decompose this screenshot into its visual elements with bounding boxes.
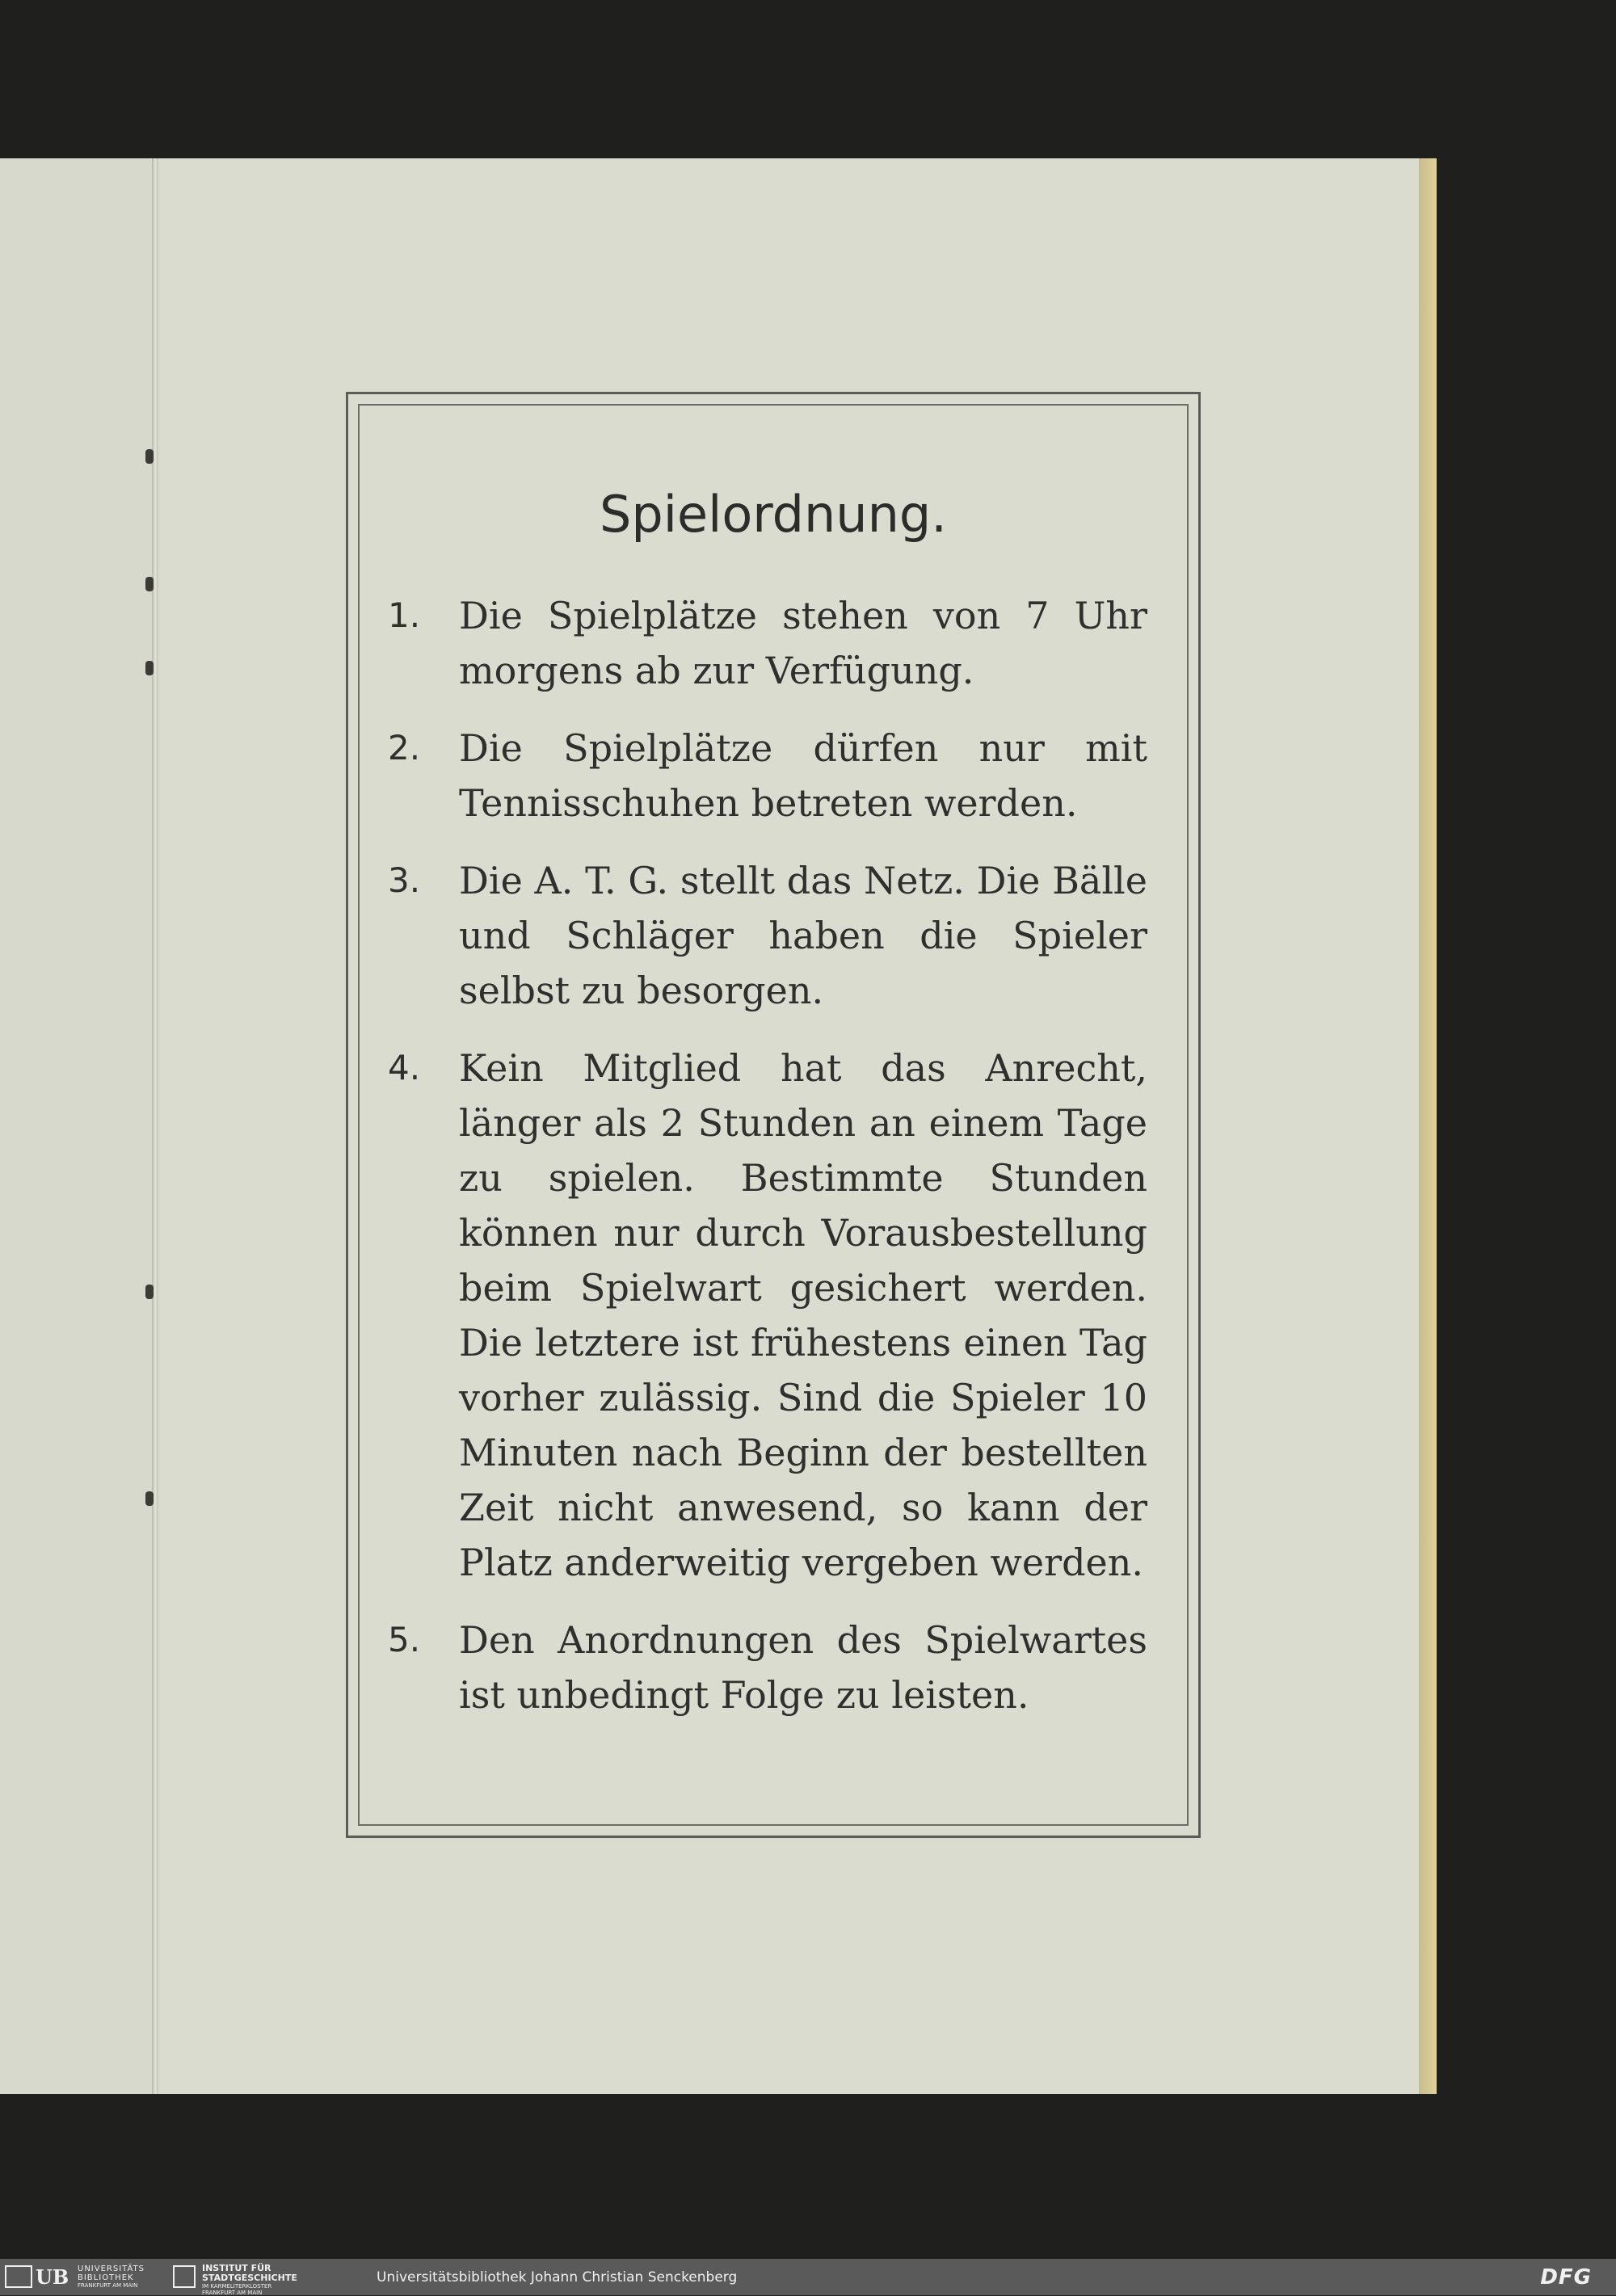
stitch-mark (145, 577, 154, 591)
rules-list (388, 588, 1147, 1745)
rule-number: 1. (388, 595, 421, 635)
page-edge (1419, 158, 1437, 2094)
rule-item (388, 1041, 1147, 1590)
rule-text: Die Spielplätze dürfen nur mit Tennisschuhen betreten werden. (459, 726, 1147, 825)
library-caption: Universitätsbibliothek Johann Christian Senckenberg (377, 2269, 738, 2285)
isg-logo-icon (173, 2265, 196, 2288)
ub-subtitle-line: BIBLIOTHEK (78, 2273, 134, 2282)
rule-number: 4. (388, 1048, 421, 1087)
isg-logo-text (202, 2264, 339, 2296)
page-title: Spielordnung. (600, 485, 947, 544)
booklet-spine (152, 158, 158, 2094)
isg-title-line: INSTITUT FÜR (202, 2263, 271, 2273)
rule-item (388, 588, 1147, 698)
rule-text: Die Spielplätze stehen von 7 Uhr morgens ab zur Verfügung. (459, 594, 1147, 692)
ub-subtitle-line: FRANKFURT AM MAIN (78, 2282, 138, 2289)
ub-logo-icon (5, 2265, 32, 2288)
ub-subtitle-line: UNIVERSITÄTS (78, 2264, 145, 2273)
rule-text: Kein Mitglied hat das Anrecht, länger als 2 Stunden an einem Tage zu spielen. Bestimmte Stunden können nur durch Vorausbestellung beim Spielwart gesichert werden. Die letztere ist frühestens einen Tag vorher zulässig. Sind die Spieler 10 Minuten nach Beginn der bestellten Zeit nicht anwesend, so kann der Platz anderweitig vergeben werden. (459, 1046, 1147, 1584)
rule-item (388, 853, 1147, 1018)
dfg-logo: DFG (1540, 2265, 1592, 2290)
stitch-mark (145, 1491, 154, 1506)
isg-title-line: STADTGESCHICHTE (202, 2273, 297, 2283)
footer-bar (0, 2259, 1616, 2295)
isg-sub-line: IM KARMELITERKLOSTER (202, 2283, 272, 2290)
rule-item (388, 721, 1147, 831)
stitch-mark (145, 449, 154, 464)
stitch-mark (145, 1285, 154, 1299)
rule-number: 5. (388, 1620, 421, 1659)
rule-text: Die A. T. G. stellt das Netz. Die Bälle und Schläger haben die Spieler selbst zu besorgen. (459, 859, 1147, 1012)
left-page (0, 158, 152, 2094)
isg-sub-line: FRANKFURT AM MAIN (202, 2290, 263, 2296)
stitch-mark (145, 661, 154, 675)
ub-logo-text: UB (36, 2265, 69, 2289)
rule-text: Den Anordnungen des Spielwartes ist unbedingt Folge zu leisten. (459, 1618, 1147, 1717)
rule-number: 3. (388, 860, 421, 900)
rule-number: 2. (388, 728, 421, 767)
ub-logo-subtitle (78, 2264, 166, 2289)
rule-item (388, 1613, 1147, 1722)
